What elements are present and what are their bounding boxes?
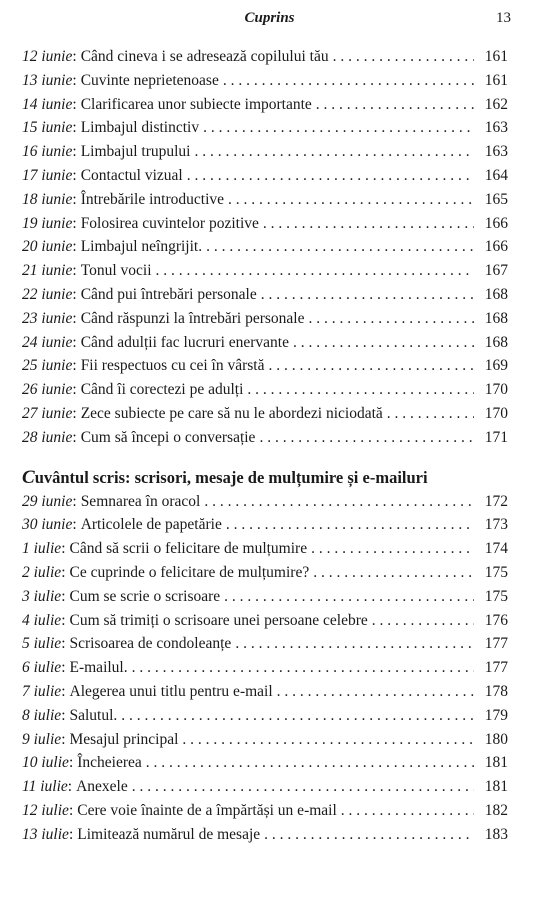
- entry-title: Când cineva i se adresează copilului tău: [80, 48, 329, 65]
- toc-entry: [22, 381, 508, 405]
- entry-page-number: 172: [484, 492, 508, 510]
- dot-leader: [203, 119, 474, 137]
- entry-date: 16 iunie: [22, 143, 73, 161]
- toc-entry: [22, 826, 508, 850]
- dot-leader: [132, 778, 474, 796]
- entry-date: 12 iulie: [22, 801, 69, 819]
- entry-title: Salutul.: [69, 706, 118, 724]
- entry-colon: :: [72, 333, 77, 351]
- entry-date: 9 iulie: [22, 730, 62, 748]
- section-heading: [22, 467, 508, 493]
- entry-title: Tonul vocii: [80, 262, 152, 280]
- toc-entry: [22, 72, 508, 96]
- entry-colon: :: [72, 492, 77, 510]
- entry-date: 25 iunie: [22, 357, 73, 375]
- entry-page-number: 168: [484, 285, 508, 303]
- entry-page-number: 170: [484, 381, 508, 399]
- toc-entry: [22, 612, 508, 636]
- toc-entry: [22, 357, 508, 381]
- entry-colon: :: [72, 309, 77, 327]
- entry-title: Scrisoarea de condoleanțe: [69, 635, 232, 653]
- entry-colon: :: [72, 95, 77, 113]
- entry-date: 5 iulie: [22, 635, 62, 653]
- entry-date: 12 iunie: [22, 48, 73, 65]
- entry-page-number: 173: [484, 516, 508, 534]
- dot-leader: [226, 516, 474, 534]
- entry-title: Semnarea în oracol: [80, 492, 201, 510]
- entry-title: Contactul vizual: [80, 166, 183, 184]
- entry-colon: :: [72, 48, 77, 65]
- entry-title: Limbajul trupului: [80, 143, 191, 161]
- dot-leader: [261, 286, 474, 304]
- dot-leader: [313, 564, 474, 582]
- entry-title: Fii respectuos cu cei în vârstă: [80, 357, 265, 375]
- running-title: Cuprins: [244, 10, 295, 26]
- entry-title: Cum să începi o conversație: [80, 428, 256, 446]
- entry-colon: :: [67, 778, 73, 796]
- toc-entry: [22, 754, 508, 778]
- dot-leader: [223, 72, 474, 90]
- entry-page-number: 181: [484, 778, 508, 796]
- entry-date: 21 iunie: [22, 262, 73, 280]
- dot-leader: [264, 826, 474, 844]
- entry-title: Zece subiecte pe care să nu le abordezi niciodată: [80, 404, 383, 422]
- entry-page-number: 179: [484, 706, 508, 724]
- entry-colon: :: [72, 71, 77, 89]
- entry-title: Limbajul distinctiv: [80, 119, 200, 137]
- entry-page-number: 168: [484, 309, 508, 327]
- toc-entry: [22, 96, 508, 120]
- entry-colon: :: [68, 825, 74, 843]
- dot-leader: [187, 167, 474, 185]
- toc-entry: [22, 802, 508, 826]
- dot-leader: [224, 588, 474, 606]
- entry-colon: :: [72, 143, 77, 161]
- dot-leader: [194, 143, 474, 161]
- entry-colon: :: [68, 754, 74, 772]
- dot-leader: [235, 635, 474, 653]
- entry-page-number: 175: [484, 587, 508, 605]
- entry-colon: :: [68, 801, 74, 819]
- dot-leader: [341, 802, 474, 820]
- toc-group-july: [22, 493, 508, 850]
- dot-leader: [132, 659, 474, 677]
- entry-colon: :: [72, 119, 77, 137]
- entry-date: 24 iunie: [22, 333, 73, 351]
- entry-date: 17 iunie: [22, 166, 73, 184]
- entry-date: 10 iulie: [22, 754, 69, 772]
- entry-date: 28 iunie: [22, 428, 73, 446]
- entry-title: Limitează numărul de mesaje: [77, 825, 261, 843]
- toc-entry: [22, 707, 508, 731]
- entry-date: 3 iulie: [22, 587, 62, 605]
- entry-title: Clarificarea unor subiecte importante: [80, 95, 312, 113]
- entry-title: Când adulții fac lucruri enervante: [80, 333, 289, 351]
- entry-colon: :: [72, 285, 77, 303]
- entry-colon: :: [72, 190, 77, 208]
- entry-page-number: 171: [484, 428, 508, 446]
- toc-entry: [22, 659, 508, 683]
- entry-colon: :: [61, 635, 66, 653]
- entry-page-number: 166: [484, 238, 508, 256]
- entry-title: Întrebările introductive: [80, 190, 225, 208]
- dot-leader: [247, 381, 474, 399]
- entry-page-number: 183: [484, 825, 508, 843]
- dot-leader: [333, 48, 474, 66]
- entry-colon: :: [61, 540, 66, 558]
- entry-date: 20 iunie: [22, 238, 73, 256]
- entry-colon: :: [72, 166, 77, 184]
- entry-colon: :: [72, 214, 77, 232]
- entry-title: Cuvinte neprietenoase: [80, 71, 219, 89]
- entry-title: Mesajul principal: [69, 730, 179, 748]
- dot-leader: [182, 731, 474, 749]
- entry-title: Când pui întrebări personale: [80, 285, 257, 303]
- entry-title: Cum să trimiți o scrisoare unei persoane celebre: [69, 611, 368, 629]
- toc-entry: [22, 119, 508, 143]
- dot-leader: [121, 707, 474, 725]
- entry-page-number: 180: [484, 730, 508, 748]
- entry-colon: :: [61, 587, 66, 605]
- entry-colon: :: [61, 563, 66, 581]
- entry-date: 13 iunie: [22, 71, 73, 89]
- entry-title: Încheierea: [77, 754, 142, 772]
- entry-title: Când răspunzi la întrebări personale: [80, 309, 305, 327]
- entry-colon: :: [61, 730, 66, 748]
- entry-title: Când să scrii o felicitare de mulțumire: [69, 540, 308, 558]
- dot-leader: [277, 683, 474, 701]
- entry-title: Cere voie înainte de a împărtăși un e-mail: [77, 801, 337, 819]
- dot-leader: [316, 96, 474, 114]
- dot-leader: [372, 612, 474, 630]
- entry-colon: :: [61, 706, 66, 724]
- entry-date: 7 iulie: [22, 682, 62, 700]
- dot-leader: [387, 405, 474, 423]
- entry-page-number: 164: [484, 166, 508, 184]
- entry-title: Ce cuprinde o felicitare de mulțumire?: [69, 563, 310, 581]
- toc-entry: [22, 540, 508, 564]
- section-heading-initial: C: [22, 466, 35, 488]
- entry-page-number: 175: [484, 563, 508, 581]
- dot-leader: [204, 493, 474, 511]
- entry-date: 6 iulie: [22, 659, 62, 677]
- entry-page-number: 176: [484, 611, 508, 629]
- dot-leader: [228, 191, 474, 209]
- entry-page-number: 168: [484, 333, 508, 351]
- entry-colon: :: [61, 611, 66, 629]
- toc-entry: [22, 683, 508, 707]
- entry-title: Alegerea unui titlu pentru e-mail: [69, 682, 273, 700]
- entry-page-number: 167: [484, 262, 508, 280]
- entry-date: 27 iunie: [22, 404, 73, 422]
- page-header: [0, 8, 539, 30]
- entry-colon: :: [72, 238, 77, 256]
- dot-leader: [268, 357, 474, 375]
- toc-entry: [22, 429, 508, 453]
- toc-entry: [22, 588, 508, 612]
- dot-leader: [263, 215, 474, 233]
- entry-page-number: 166: [484, 214, 508, 232]
- toc-entry: [22, 516, 508, 540]
- entry-title: Cum se scrie o scrisoare: [69, 587, 221, 605]
- toc-entry: [22, 286, 508, 310]
- dot-leader: [259, 429, 474, 447]
- table-of-contents: [22, 48, 508, 850]
- section-heading-text: uvântul scris: scrisori, mesaje de mulțumire și e-mailuri: [34, 467, 428, 487]
- entry-colon: :: [72, 262, 77, 280]
- entry-date: 4 iulie: [22, 611, 62, 629]
- entry-colon: :: [72, 428, 77, 446]
- dot-leader: [311, 540, 474, 558]
- entry-date: 19 iunie: [22, 214, 73, 232]
- entry-page-number: 163: [484, 143, 508, 161]
- toc-entry: [22, 167, 508, 191]
- entry-colon: :: [72, 381, 77, 399]
- entry-title: Anexele: [76, 778, 128, 796]
- toc-entry: [22, 334, 508, 358]
- entry-title: Articolele de papetărie: [80, 516, 222, 534]
- toc-entry: [22, 143, 508, 167]
- entry-page-number: 177: [484, 635, 508, 653]
- entry-colon: :: [61, 659, 66, 677]
- entry-page-number: 161: [484, 48, 508, 65]
- toc-entry: [22, 215, 508, 239]
- entry-date: 18 iunie: [22, 190, 73, 208]
- toc-entry: [22, 48, 508, 72]
- entry-page-number: 178: [484, 682, 508, 700]
- entry-page-number: 161: [484, 71, 508, 89]
- toc-entry: [22, 493, 508, 517]
- page-number: 13: [496, 10, 511, 26]
- toc-entry: [22, 564, 508, 588]
- entry-page-number: 181: [484, 754, 508, 772]
- entry-date: 15 iunie: [22, 119, 73, 137]
- toc-entry: [22, 310, 508, 334]
- entry-date: 30 iunie: [22, 516, 73, 534]
- entry-date: 23 iunie: [22, 309, 73, 327]
- entry-title: Când îi corectezi pe adulți: [80, 381, 244, 399]
- entry-page-number: 165: [484, 190, 508, 208]
- toc-entry: [22, 405, 508, 429]
- entry-page-number: 162: [484, 95, 508, 113]
- entry-title: Folosirea cuvintelor pozitive: [80, 214, 259, 232]
- entry-date: 14 iunie: [22, 95, 73, 113]
- entry-date: 13 iulie: [22, 825, 69, 843]
- toc-entry: [22, 238, 508, 262]
- entry-colon: :: [72, 516, 77, 534]
- entry-date: 11 iulie: [22, 778, 68, 796]
- toc-entry: [22, 191, 508, 215]
- entry-page-number: 163: [484, 119, 508, 137]
- entry-page-number: 169: [484, 357, 508, 375]
- entry-date: 1 iulie: [22, 540, 62, 558]
- entry-title: Limbajul neîngrijit.: [80, 238, 203, 256]
- entry-page-number: 174: [484, 540, 508, 558]
- dot-leader: [293, 334, 474, 352]
- dot-leader: [146, 754, 474, 772]
- dot-leader: [206, 238, 474, 256]
- toc-group-june: [22, 48, 508, 453]
- entry-page-number: 170: [484, 404, 508, 422]
- toc-entry: [22, 262, 508, 286]
- toc-entry: [22, 778, 508, 802]
- entry-date: 2 iulie: [22, 563, 62, 581]
- entry-date: 22 iunie: [22, 285, 73, 303]
- toc-entry: [22, 731, 508, 755]
- entry-page-number: 177: [484, 659, 508, 677]
- entry-colon: :: [72, 357, 77, 375]
- entry-date: 29 iunie: [22, 492, 73, 510]
- entry-title: E-mailul.: [69, 659, 128, 677]
- dot-leader: [156, 262, 475, 280]
- dot-leader: [309, 310, 475, 328]
- entry-colon: :: [61, 682, 66, 700]
- entry-colon: :: [72, 404, 77, 422]
- entry-date: 8 iulie: [22, 706, 62, 724]
- entry-date: 26 iunie: [22, 381, 73, 399]
- entry-page-number: 182: [484, 801, 508, 819]
- toc-entry: [22, 635, 508, 659]
